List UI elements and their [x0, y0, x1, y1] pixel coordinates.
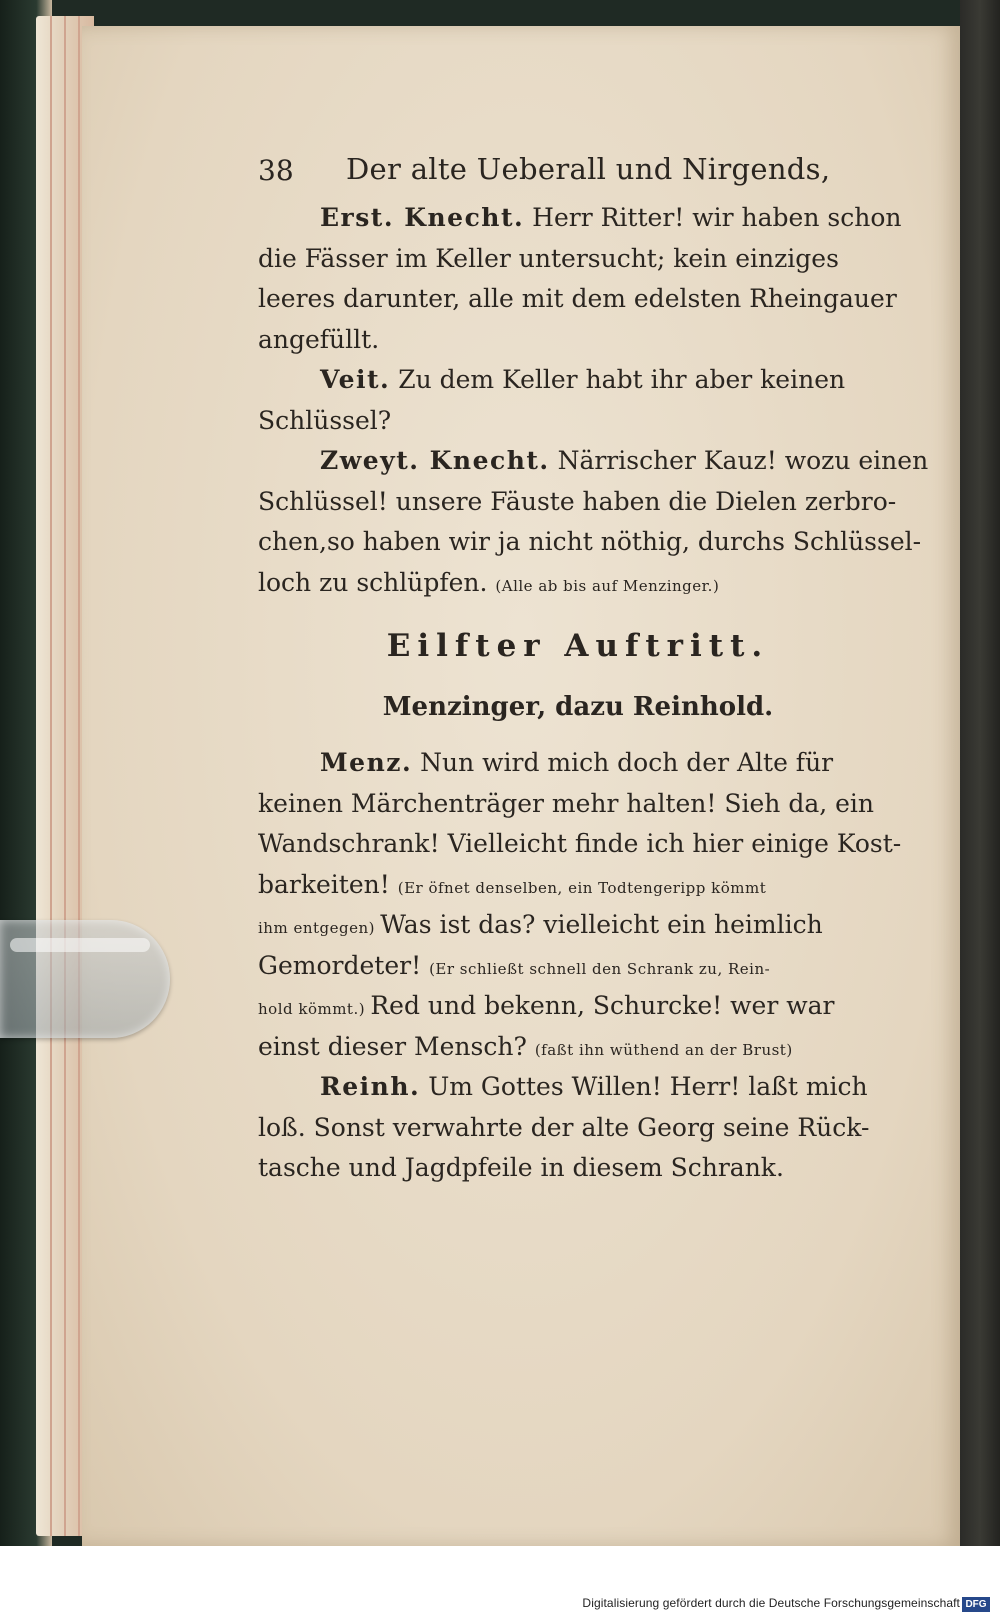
text-line	[258, 784, 898, 825]
speaker-name: Menz.	[320, 748, 413, 777]
text-line	[258, 824, 902, 865]
line-text: einst dieser Mensch?	[258, 1031, 535, 1061]
line-text: Wandschrank! Vielleicht finde ich hier einige Kost-	[258, 829, 902, 858]
dialogue-block-2	[258, 743, 902, 1189]
scan-background-right	[960, 0, 1000, 1616]
text-line	[258, 905, 898, 946]
speaker-name: Reinh.	[320, 1072, 421, 1101]
digitization-credit: Digitalisierung gefördert durch die Deutsche Forschungsgemeinschaft	[582, 1596, 960, 1610]
speaker-name: Veit.	[320, 365, 391, 394]
line-text: Nun wird mich doch der Alte für	[412, 748, 834, 777]
text-line	[258, 986, 898, 1027]
line-text: chen,so haben wir ja nicht nöthig, durchs Schlüssel-	[258, 527, 922, 556]
line-text: Herr Ritter! wir haben schon	[524, 203, 902, 232]
line-text: Was ist das? vielleicht ein heimlich	[380, 910, 823, 939]
text-line	[258, 441, 929, 482]
text-line	[258, 865, 898, 906]
line-text: Schlüssel?	[258, 405, 392, 435]
text-line	[258, 360, 898, 401]
page-text	[258, 140, 929, 1189]
footer-band	[0, 1546, 1000, 1616]
line-text: Zu dem Keller habt ihr aber keinen	[390, 365, 846, 394]
text-line	[258, 320, 898, 361]
line-text: Närrischer Kauz! wozu einen	[549, 446, 929, 475]
stage-direction: (Alle ab bis auf Menzinger.)	[495, 576, 720, 595]
page-edge-line	[50, 16, 52, 1536]
scene-title: Eilfter Auftritt.	[386, 628, 770, 664]
scene-characters: Menzinger, dazu Reinhold.	[382, 692, 774, 722]
text-line	[258, 1108, 898, 1149]
page-edge-line	[64, 16, 66, 1536]
line-text: keinen Märchenträger mehr halten! Sieh da, ein	[258, 788, 875, 818]
page-header	[258, 140, 898, 198]
text-line	[258, 946, 898, 987]
line-text: Red und bekenn, Schurcke! wer war	[370, 991, 835, 1020]
running-title: Der alte Ueberall und Nirgends,	[346, 152, 831, 186]
glass-clip	[0, 920, 170, 1038]
speaker-name: Erst. Knecht.	[320, 203, 525, 232]
line-text: tasche und Jagdpfeile in diesem Schrank.	[258, 1153, 784, 1182]
line-text: Gemordeter!	[258, 950, 430, 980]
line-text: barkeiten!	[258, 869, 398, 899]
text-line	[258, 401, 898, 442]
page-edge-line	[78, 16, 80, 1536]
stage-direction: (Er öfnet denselben, ein Todtengeripp kömmt	[397, 878, 767, 897]
text-line	[258, 279, 898, 320]
line-text: leeres darunter, alle mit dem edelsten Rheingauer	[258, 284, 897, 313]
stage-direction: hold kömmt.)	[258, 1000, 371, 1018]
text-line	[258, 522, 922, 563]
text-line	[258, 1027, 898, 1068]
line-text: angefüllt.	[258, 324, 380, 354]
text-line	[258, 482, 898, 523]
line-text: loß. Sonst verwahrte der alte Georg seine Rück-	[258, 1112, 870, 1142]
line-text: die Fässer im Keller untersucht; kein einziges	[258, 243, 839, 273]
stage-direction: (faßt ihn wüthend an der Brust)	[534, 1040, 793, 1059]
dialogue-block-1	[258, 198, 929, 603]
line-text: Schlüssel! unsere Fäuste haben die Dielen zerbro-	[258, 486, 897, 516]
dfg-logo: DFG	[962, 1597, 990, 1612]
text-line	[258, 743, 898, 784]
stage-direction: (Er schließt schnell den Schrank zu, Rein-	[429, 959, 771, 978]
text-line	[258, 239, 898, 280]
text-line	[258, 563, 898, 604]
stage-direction: ihm entgegen)	[258, 919, 381, 937]
line-text: Um Gottes Willen! Herr! laßt mich	[420, 1072, 868, 1101]
text-line	[258, 198, 902, 239]
page-number: 38	[258, 154, 294, 187]
line-text: loch zu schlüpfen.	[258, 567, 496, 597]
speaker-name: Zweyt. Knecht.	[320, 446, 550, 475]
text-line	[258, 1067, 898, 1108]
text-line	[258, 1148, 898, 1189]
